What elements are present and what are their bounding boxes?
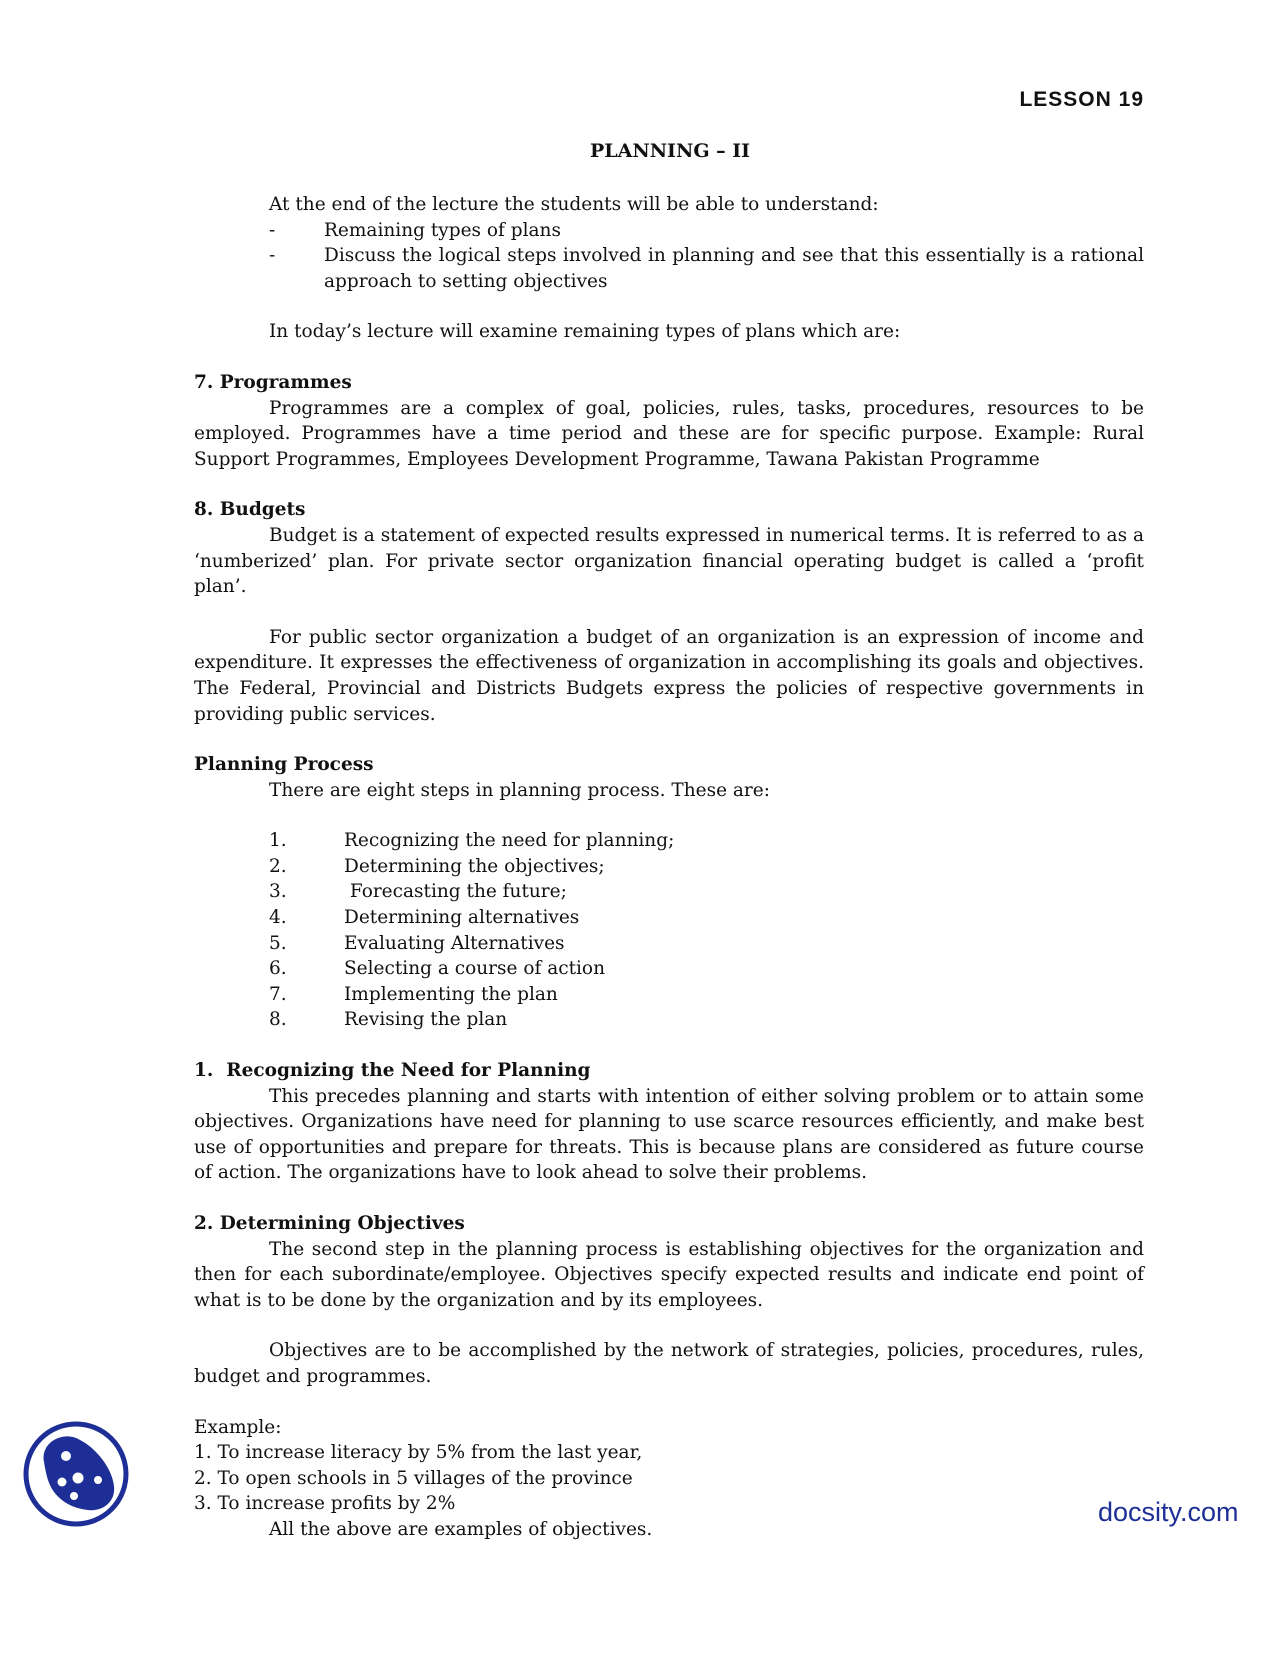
list-item — [194, 982, 1144, 1008]
step-number: 4. — [269, 907, 287, 929]
example-label: Example: — [194, 1416, 282, 1438]
list-item — [194, 828, 1144, 854]
step-number: 1. — [269, 830, 287, 852]
recognizing-paragraph: This precedes planning and starts with intention of either solving problem or to attain some objectives. Organizations have need for planning to use scarce resources efficiently, and make best use of opportunities and prepare for threats. This is because plans are considered as future course of action. The organizations have to look ahead to solve their problems. — [194, 1085, 1144, 1184]
list-item — [194, 854, 1144, 880]
section-heading-budgets: 8. Budgets — [194, 499, 306, 521]
determining-paragraph-1: The second step in the planning process is establishing objectives for the organization and then for each subordinate/employee. Objectives specify expected results and indicate end point of what is to be done by the organization and by its employees. — [194, 1238, 1144, 1311]
bullet-dash: - — [269, 245, 276, 267]
planning-steps-list — [194, 828, 1144, 1033]
section-heading-programmes: 7. Programmes — [194, 371, 352, 393]
step-text: Selecting a course of action — [344, 958, 605, 980]
determining-paragraph-2: Objectives are to be accomplished by the network of strategies, policies, procedures, rules, budget and programmes. — [194, 1340, 1144, 1387]
step-text: Determining the objectives; — [344, 855, 605, 877]
intro-lead: At the end of the lecture the students will be able to understand: — [269, 194, 879, 215]
step-text: Evaluating Alternatives — [344, 932, 565, 954]
step-text: Determining alternatives — [344, 907, 580, 929]
bullet-text: Remaining types of plans — [324, 219, 561, 241]
section-heading-planning-process: Planning Process — [194, 754, 374, 776]
section-heading-recognizing: 1. Recognizing the Need for Planning — [194, 1060, 591, 1082]
example-item: 3. To increase profits by 2% — [194, 1493, 456, 1515]
docsity-brand-link[interactable]: docsity.com — [1098, 1497, 1239, 1527]
list-item — [194, 905, 1144, 931]
list-item — [194, 931, 1144, 957]
step-number: 3. — [269, 881, 287, 903]
list-item — [194, 879, 1144, 905]
lesson-number: LESSON 19 — [1019, 88, 1144, 111]
document-body — [194, 192, 1144, 1543]
example-item: 1. To increase literacy by 5% from the last year, — [194, 1442, 643, 1464]
step-text: Implementing the plan — [344, 983, 558, 1005]
step-text: Revising the plan — [344, 1009, 508, 1031]
docsity-logo-icon[interactable] — [22, 1420, 130, 1528]
budgets-paragraph-2: For public sector organization a budget of an organization is an expression of income and expenditure. It expresses the effectiveness of organization in accomplishing its goals and objectives. The Federal, Provincial and Districts Budgets express the policies of respective governments in providing public services. — [194, 626, 1144, 725]
step-number: 8. — [269, 1009, 287, 1031]
list-item — [194, 1007, 1144, 1033]
intro-bullet — [194, 243, 1144, 294]
step-text: Forecasting the future; — [344, 881, 567, 903]
intro-today: In today’s lecture will examine remaining types of plans which are: — [269, 321, 901, 343]
step-number: 7. — [269, 983, 287, 1005]
section-heading-determining: 2. Determining Objectives — [194, 1213, 465, 1234]
planning-process-lead: There are eight steps in planning process. These are: — [269, 779, 770, 801]
page-title: PLANNING – II — [589, 140, 751, 162]
bullet-dash: - — [269, 219, 276, 241]
bullet-text: Discuss the logical steps involved in planning and see that this essentially is a rational approach to setting objectives — [324, 245, 1144, 292]
budgets-paragraph-1: Budget is a statement of expected results expressed in numerical terms. It is referred to as a ‘numberized’ plan. For private sector organization financial operating budget is called a ‘profit plan’. — [194, 524, 1144, 598]
step-text: Recognizing the need for planning; — [344, 830, 675, 852]
example-closing: All the above are examples of objectives. — [269, 1518, 653, 1540]
example-item: 2. To open schools in 5 villages of the province — [194, 1467, 633, 1489]
list-item — [194, 956, 1144, 982]
step-number: 2. — [269, 855, 287, 877]
step-number: 6. — [269, 958, 287, 980]
intro-bullet — [194, 218, 1144, 244]
programmes-paragraph: Programmes are a complex of goal, policies, rules, tasks, procedures, resources to be employed. Programmes have a time period and these are for specific purpose. Example: Rural Support Programmes, Employees Development Programme, Tawana Pakistan Programme — [194, 397, 1144, 470]
step-number: 5. — [269, 932, 287, 954]
